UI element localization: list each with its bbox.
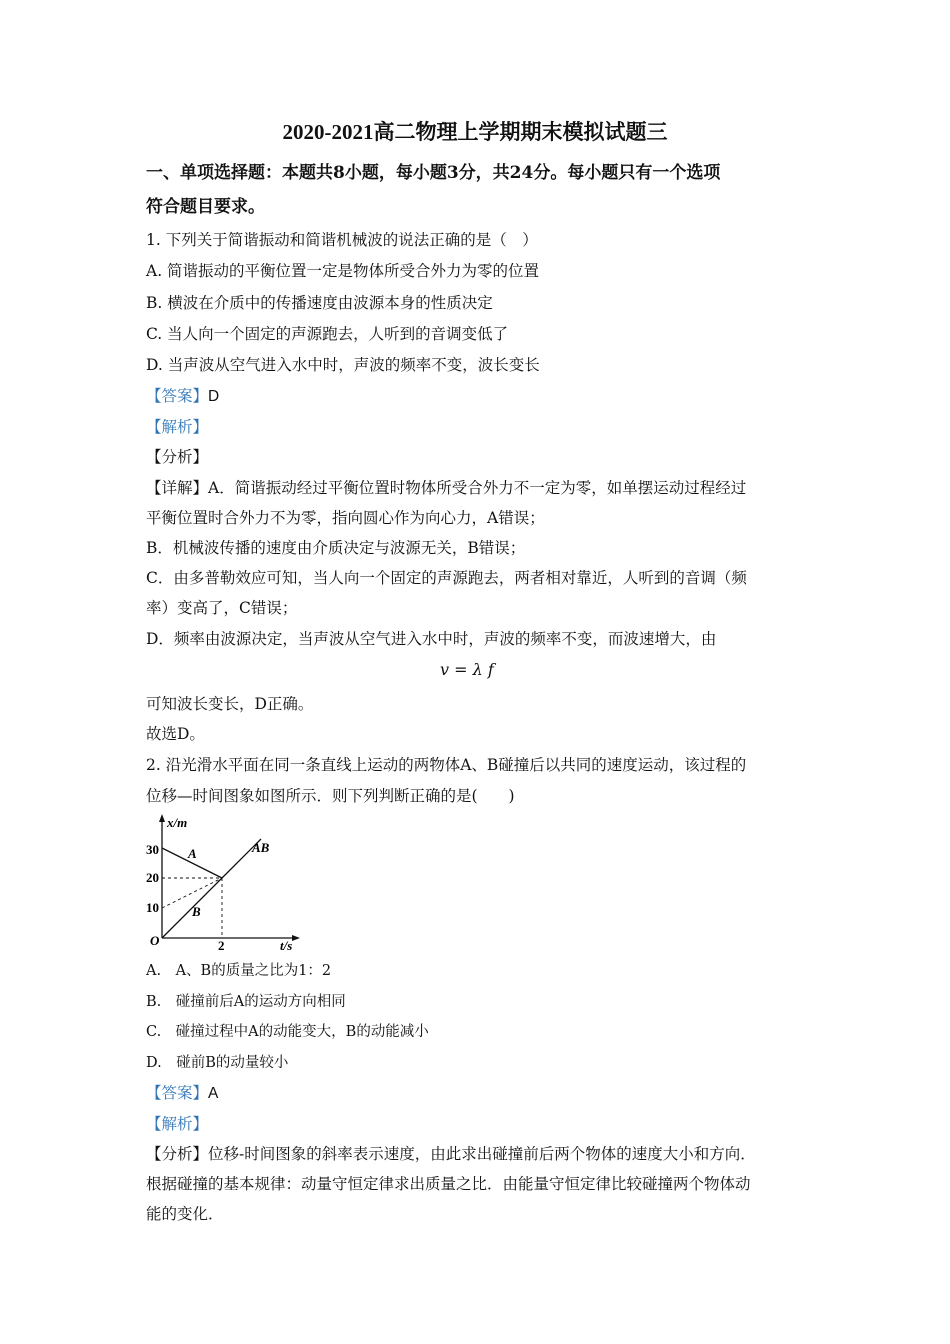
q2-stem-line2: 位移—时间图象如图所示．则下列判断正确的是( ) [146,787,515,805]
x-axis-label: t/s [280,938,293,952]
xt-graph [140,812,310,952]
section-heading-line2: 符合题目要求。 [146,197,265,217]
q1-detail-5: 率）变高了，C错误； [146,599,298,617]
answer-tag: 【答案】 [146,387,209,405]
answer-value: D [208,388,220,405]
q1-detail-1: 【详解】A．简谐振动经过平衡位置时物体所受合外力不一定为零，如单摆运动过程经过 [146,479,747,497]
q1-fenxi: 【分析】 [146,448,209,466]
y-tick-20: 20 [146,870,159,885]
q2-option-d: D. 碰前B的动量较小 [146,1055,289,1071]
q2-fenxi-2: 根据碰撞的基本规律：动量守恒定律求出质量之比．由能量守恒定律比较碰撞两个物体动 [146,1175,751,1193]
q1-stem: 1. 下列关于简谐振动和简谐机械波的说法正确的是（ ） [146,231,538,249]
origin-label: O [150,933,160,948]
q1-choose: 故选D。 [146,725,205,743]
q1-detail-6: D．频率由波源决定，当声波从空气进入水中时，声波的频率不变，而波速增大，由 [146,630,717,648]
q2-option-c: C. 碰撞过程中A的动能变大，B的动能减小 [146,1024,429,1040]
q2-stem-line1: 2. 沿光滑水平面在同一条直线上运动的两物体A、B碰撞后以共同的速度运动，该过程的 [146,756,747,774]
y-axis-label: x/m [167,815,188,830]
q2-option-a: A. A、B的质量之比为1：2 [146,963,332,979]
page-title: 2020-2021高二物理上学期期末模拟试题三 [282,120,668,144]
y-axis-arrow [159,814,165,822]
answer-tag: 【答案】 [146,1084,209,1102]
series-a-label: A [188,846,197,861]
y-tick-10: 10 [146,900,159,915]
q2-fenxi-3: 能的变化． [146,1205,224,1223]
q1-detail-4: C．由多普勒效应可知，当人向一个固定的声源跑去，两者相对靠近，人听到的音调（频 [146,569,747,587]
q1-formula: v = λ f [440,660,494,679]
q1-option-b: B. 横波在介质中的传播速度由波源本身的性质决定 [146,294,493,312]
q1-analysis-tag: 【解析】 [146,418,209,436]
q2-analysis-tag: 【解析】 [146,1115,209,1133]
q1-detail-2: 平衡位置时合外力不为零，指向圆心作为向心力，A错误； [146,509,545,527]
q2-fenxi-1: 【分析】位移-时间图象的斜率表示速度，由此求出碰撞前后两个物体的速度大小和方向． [146,1145,756,1163]
section-heading-line1: 一、单项选择题：本题共8小题，每小题3分，共24分。每小题只有一个选项 [146,163,721,183]
series-ab-label: AB [252,840,270,855]
series-b-label: B [192,904,201,919]
x-tick-2: 2 [218,938,225,952]
y-tick-30: 30 [146,842,159,857]
q1-option-d: D. 当声波从空气进入水中时，声波的频率不变，波长变长 [146,356,540,374]
q1-answer [146,386,816,407]
q1-detail-3: B．机械波传播的速度由介质决定与波源无关，B错误； [146,539,526,557]
q1-option-a: A. 简谐振动的平衡位置一定是物体所受合外力为零的位置 [146,262,540,280]
x-axis-arrow [292,935,300,941]
answer-value: A [208,1085,219,1102]
q1-option-c: C. 当人向一个固定的声源跑去，人听到的音调变低了 [146,325,509,343]
q2-option-b: B. 碰撞前后A的运动方向相同 [146,994,346,1010]
q1-conclusion: 可知波长变长，D正确。 [146,695,314,713]
q2-answer [146,1083,816,1104]
